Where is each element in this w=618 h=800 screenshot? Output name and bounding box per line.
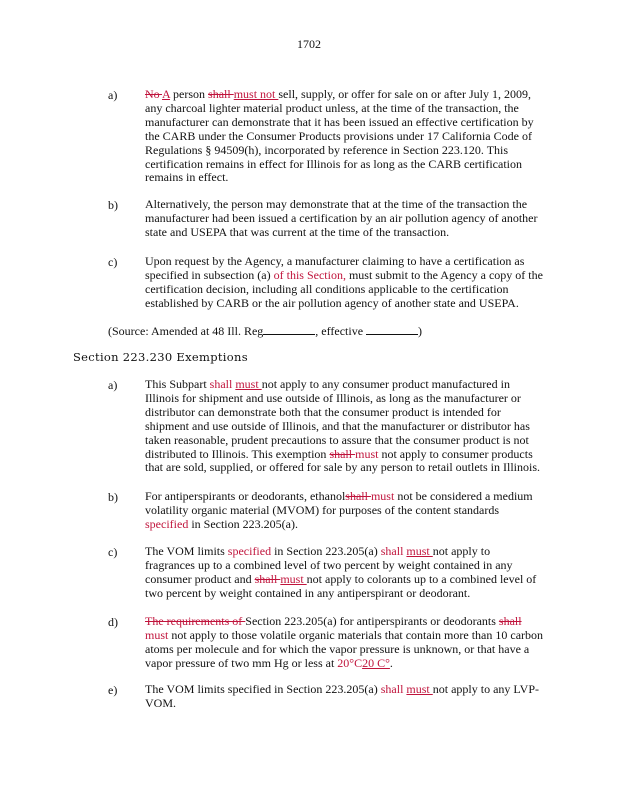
source-prefix: (Source: Amended at 48 Ill. Reg xyxy=(108,324,264,338)
text-run: not apply to those volatile organic materials that contain more than 10 carbon atoms per molecule and for which the vapor pressure is unknown, or that have a vapor pressure of two mm Hg or less at xyxy=(145,627,544,670)
inserted-text: must xyxy=(406,544,433,558)
source-suffix: ) xyxy=(418,324,423,338)
revised-text: specified xyxy=(227,544,272,558)
subsection-text xyxy=(145,88,543,185)
text-run: not apply to any LVP-VOM. xyxy=(145,682,539,710)
subsection-text xyxy=(145,255,543,311)
inserted-text: 20 C° xyxy=(362,655,390,670)
subsection-label: b) xyxy=(108,490,118,504)
effective-date-blank xyxy=(366,323,418,335)
text-run: not apply to consumer products that are sold, supplied, or offered for sale by any person to retail outlets in Illinois. xyxy=(145,446,541,475)
subsection-label: a) xyxy=(108,88,118,102)
revised-text: must xyxy=(145,627,169,642)
inserted-text: must not xyxy=(233,87,279,101)
inserted-text: A xyxy=(162,87,171,101)
deleted-text: The requirements of xyxy=(145,614,246,628)
text-run: sell, supply, or offer for sale on or after July 1, 2009, any charcoal lighter material product unless, at the time of the transaction, the manufacturer can demonstrate that it has been issued an effective certification by the CARB under the Consumer Products provisions under 17 California Code of Regulations § 94509(h), incorporated by reference in Section 223.120. This certification remains in effect for Illinois for as long as the CARB certification remains in effect. xyxy=(145,87,534,185)
revised-text: shall xyxy=(209,377,233,391)
deleted-text: shall xyxy=(498,614,522,628)
text-run: in Section 223.205(a) xyxy=(271,544,381,558)
text-run: not apply to fragrances up to a combined level of two percent by weight contained in any consumer product and xyxy=(145,544,513,586)
deleted-text: shall xyxy=(329,446,356,461)
subsection-text xyxy=(145,198,543,240)
inserted-text: must xyxy=(406,682,433,696)
revised-text: must xyxy=(355,446,379,461)
deleted-text: shall xyxy=(345,489,371,503)
revised-text: 20°C xyxy=(337,655,363,670)
text-run: Section 223.205(a) for antiperspirants or deodorants xyxy=(245,614,499,628)
text-run: For antiperspirants or deodorants, ethanol xyxy=(145,489,346,503)
inserted-text: must xyxy=(280,571,307,586)
section-heading: Section 223.230 Exemptions xyxy=(73,350,248,364)
text-run: Alternatively, the person may demonstrate that at the time of the transaction the manufacturer had been issued a certification by an air pollution agency of another state and USEPA that was current at the time of the transaction. xyxy=(145,197,538,239)
register-blank xyxy=(263,323,315,335)
subsection-label: c) xyxy=(108,545,118,559)
text-run: . xyxy=(389,655,393,670)
subsection-text xyxy=(145,615,543,671)
subsection-label: a) xyxy=(108,378,118,392)
subsection-label: b) xyxy=(108,198,118,212)
subsection-label: c) xyxy=(108,255,118,269)
text-run: not be considered a medium volatility organic material (MVOM) for purposes of the content standards xyxy=(145,489,533,517)
text-run: The VOM limits specified in Section 223.205(a) xyxy=(145,682,381,696)
source-note xyxy=(108,323,422,339)
text-run: Upon request by the Agency, a manufacturer claiming to have a certification as specified in subsection (a) xyxy=(145,254,525,282)
deleted-text: No xyxy=(145,87,163,101)
revised-text: specified xyxy=(145,516,189,531)
deleted-text: shall xyxy=(208,87,234,101)
inserted-text: must xyxy=(235,377,262,391)
subsection-text xyxy=(145,545,543,601)
subsection-label: d) xyxy=(108,615,118,629)
source-middle: , effective xyxy=(315,324,367,338)
page-number: 1702 xyxy=(297,37,321,51)
subsection-label: e) xyxy=(108,683,118,697)
text-run: must submit to the Agency a copy of the certification decision, including all conditions applicable to the certification established by CARB or the air pollution agency of another state and USEPA. xyxy=(145,267,543,310)
subsection-text xyxy=(145,683,543,711)
text-run: person xyxy=(170,87,209,101)
text-run: not apply to any consumer product manufactured in Illinois for shipment and use outside of Illinois, as long as the manufacturer or distributor can demonstrate both that the consumer product is intended for shipment and use outside of Illinois, and that the manufacturer or distributor has taken reasonable, prudent precautions to assure that the consumer product is not distributed to Illinois. This exemption xyxy=(145,377,530,461)
subsection-text xyxy=(145,490,543,532)
subsection-text xyxy=(145,378,543,475)
revised-text: of this Section, xyxy=(273,267,346,282)
revised-text: shall xyxy=(380,682,404,696)
revised-text: shall xyxy=(380,544,404,558)
text-run: The VOM limits xyxy=(145,544,228,558)
text-run: not apply to colorants up to a combined level of two percent by weight contained in any antiperspirant or deodorant. xyxy=(145,571,537,600)
text-run: This Subpart xyxy=(145,377,210,391)
deleted-text: shall xyxy=(254,571,281,586)
text-run: in Section 223.205(a). xyxy=(188,516,298,531)
revised-text: must xyxy=(370,489,395,503)
